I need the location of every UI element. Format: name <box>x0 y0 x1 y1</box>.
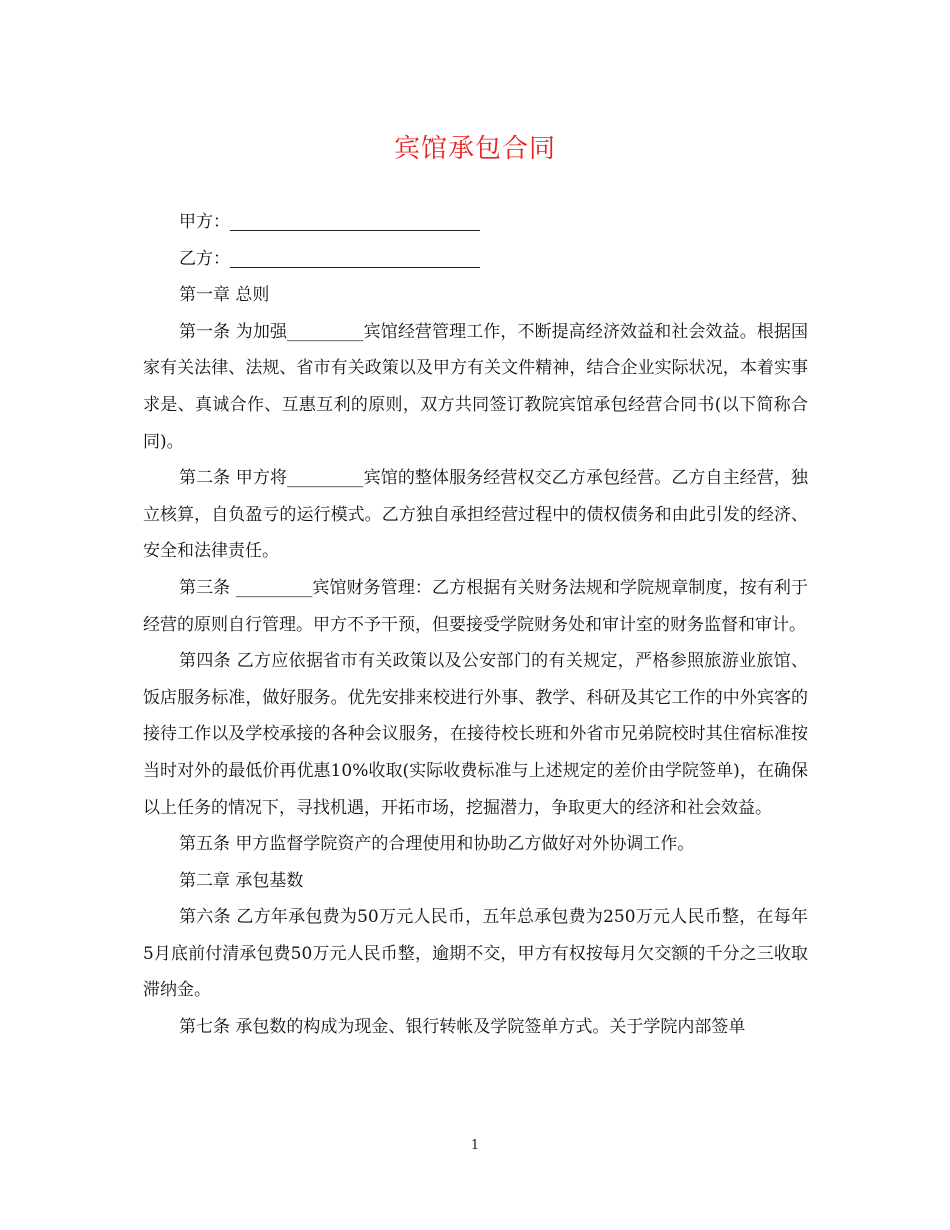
article-4: 第四条 乙方应依据省市有关政策以及公安部门的有关规定，严格参照旅游业旅馆、饭店服务标准，做好服务。优先安排来校进行外事、教学、科研及其它工作的中外宾客的接待工作以及学校承接的各种会议服务，在接待校长班和外省市兄弟院校时其住宿标准按当时对外的最低价再优惠10%收取(实际收费标准与上述规定的差价由学院签单)，在确保以上任务的情况下，寻找机遇，开拓市场，挖掘潜力，争取更大的经济和社会效益。 <box>143 651 808 818</box>
party-b-label: 乙方： <box>179 248 230 269</box>
page-number: 1 <box>470 1138 480 1153</box>
article-7: 第七条 承包数的构成为现金、银行转帐及学院签单方式。关于学院内部签单 <box>179 1017 746 1038</box>
article-6: 第六条 乙方年承包费为50万元人民币，五年总承包费为250万元人民币整，在每年5月底前付清承包费50万元人民币整，逾期不交，甲方有权按每月欠交额的千分之三收取滞纳金。 <box>143 907 808 1001</box>
chapter-1-heading: 第一章 总则 <box>179 285 270 306</box>
document-title: 宾馆承包合同 <box>393 134 556 164</box>
article-3: 第三条 _________宾馆财务管理：乙方根据有关财务法规和学院规章制度，按有利于经营的原则自行管理。甲方不予干预，但要接受学院财务处和审计室的财务监督和审计。 <box>143 577 808 635</box>
article-2: 第二条 甲方将_________宾馆的整体服务经营权交乙方承包经营。乙方自主经营，独立核算，自负盈亏的运行模式。乙方独自承担经营过程中的债权债务和由此引发的经济、安全和法律责任。 <box>143 468 808 562</box>
article-5: 第五条 甲方监督学院资产的合理使用和协助乙方做好对外协调工作。 <box>179 834 695 855</box>
party-a-blank <box>230 210 480 231</box>
document-body <box>143 204 808 1046</box>
party-a-label: 甲方： <box>179 212 230 232</box>
party-b-blank <box>230 247 480 268</box>
article-1: 第一条 为加强_________宾馆经营管理工作，不断提高经济效益和社会效益。根据国家有关法律、法规、省市有关政策以及甲方有关文件精神，结合企业实际状况，本着实事求是、真诚合作、互惠互利的原则，双方共同签订教院宾馆承包经营合同书(以下简称合同)。 <box>143 321 808 452</box>
party-b-line <box>143 241 808 278</box>
chapter-2-heading: 第二章 承包基数 <box>179 870 304 891</box>
party-a-line <box>143 204 808 241</box>
